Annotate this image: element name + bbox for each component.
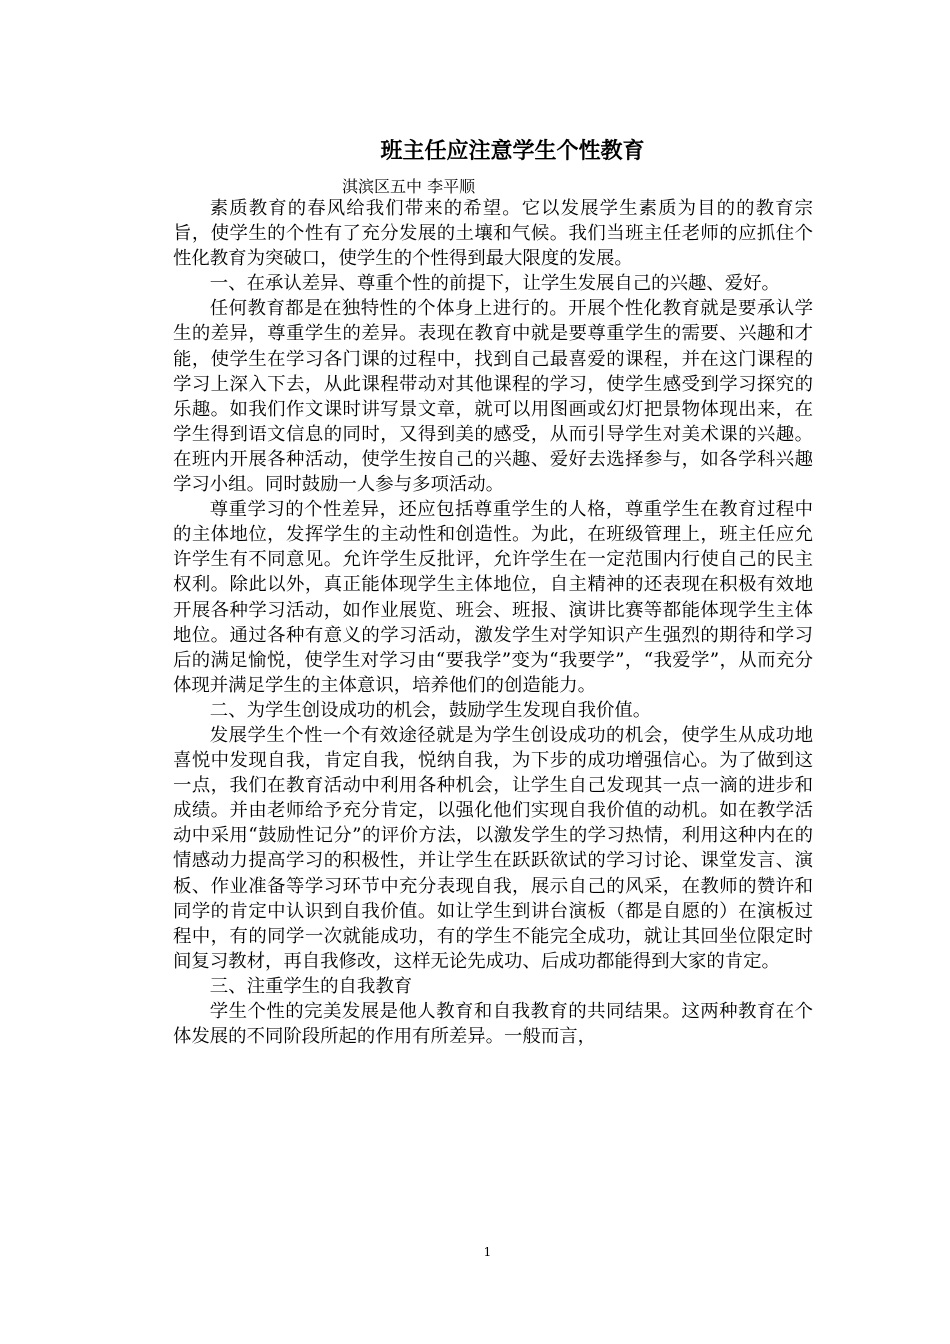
section-heading: 二、为学生创设成功的机会，鼓励学生发现自我价值。 [209,699,652,721]
body-paragraph: 学生个性的完美发展是他人教育和自我教育的共同结果。这两种教育在个体发展的不同阶段所起的作用有所差异。一般而言， [173,1001,813,1048]
document-title: 班主任应注意学生个性教育 [380,138,645,164]
section-heading: 三、注重学生的自我教育 [209,975,413,997]
body-paragraph: 尊重学习的个性差异，还应包括尊重学生的人格，尊重学生在教育过程中的主体地位，发挥学生的主动性和创造性。为此，在班级管理上，班主任应允许学生有不同意见。允许学生反批评，允许学生在一定范围内行使自己的民主权利。除此以外，真正能体现学生主体地位，自主精神的还表现在积极有效地开展各种学习活动，如作业展览、班会、班报、演讲比赛等都能体现学生主体地位。通过各种有意义的学习活动，激发学生对学知识产生强烈的期待和学习后的满足愉悦，使学生对学习由“要我学”变为“我要学”，“我爱学”，从而充分体现并满足学生的主体意识，培养他们的创造能力。 [173,499,813,696]
author-byline: 淇滨区五中 李平顺 [342,177,476,196]
body-paragraph: 发展学生个性一个有效途径就是为学生创设成功的机会，使学生从成功地喜悦中发现自我，肯定自我，悦纳自我，为下步的成功增强信心。为了做到这一点，我们在教育活动中利用各种机会，让学生自己发现其一点一滴的进步和成绩。并由老师给予充分肯定，以强化他们实现自我价值的动机。如在教学活动中采用“鼓励性记分”的评价方法，以激发学生的学习热情，利用这种内在的情感动力提高学习的积极性，并让学生在跃跃欲试的学习讨论、课堂发言、演板、作业准备等学习环节中充分表现自我，展示自己的风采，在教师的赞许和同学的肯定中认识到自我价值。如让学生到讲台演板（都是自愿的）在演板过程中，有的同学一次就能成功，有的学生不能完全成功，就让其回坐位限定时间复习教材，再自我修改，这样无论先成功、后成功都能得到大家的肯定。 [173,724,813,972]
page-number: 1 [483,1245,492,1259]
body-paragraph: 素质教育的春风给我们带来的希望。它以发展学生素质为目的的教育宗旨，使学生的个性有了充分发展的土壤和气候。我们当班主任老师的应抓住个性化教育为突破口，使学生的个性得到最大限度的发展。 [173,198,813,270]
body-paragraph: 任何教育都是在独特性的个体身上进行的。开展个性化教育就是要承认学生的差异，尊重学生的差异。表现在教育中就是要尊重学生的需要、兴趣和才能，使学生在学习各门课的过程中，找到自己最喜爱的课程，并在这门课程的学习上深入下去，从此课程带动对其他课程的学习，使学生感受到学习探究的乐趣。如我们作文课时讲写景文章，就可以用图画或幻灯把景物体现出来，在学生得到语文信息的同时，又得到美的感受，从而引导学生对美术课的兴趣。在班内开展各种活动，使学生按自己的兴趣、爱好去选择参与，如各学科兴趣学习小组。同时鼓励一人参与多项活动。 [173,298,813,496]
document-body [173,196,813,1049]
section-heading: 一、在承认差异、尊重个性的前提下，让学生发展自己的兴趣、爱好。 [209,273,780,295]
